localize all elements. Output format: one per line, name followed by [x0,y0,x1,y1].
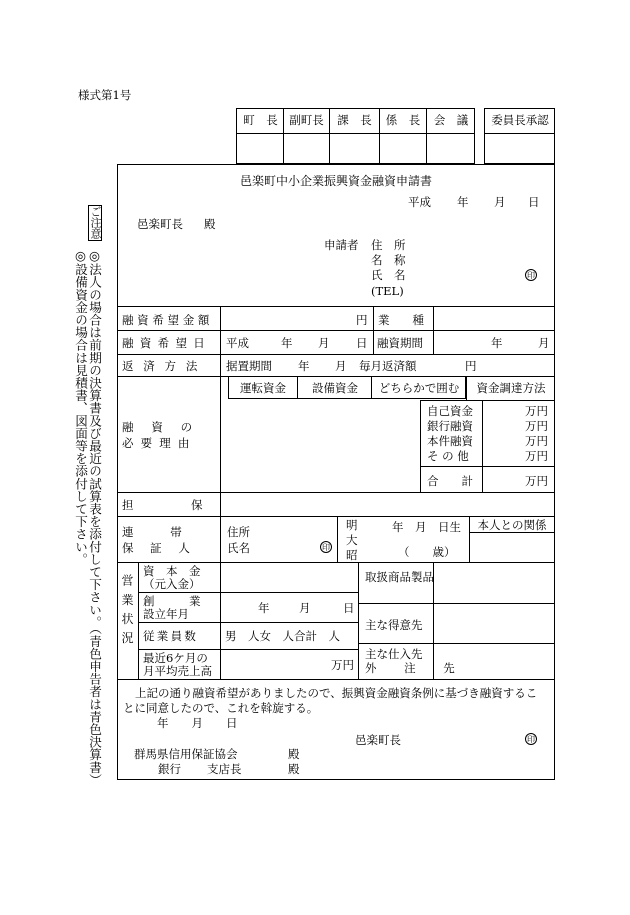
approval-deputy-header: 副町長 [289,113,324,127]
addressee-honorific: 殿 [204,217,216,231]
approval-section-chief-header: 課 長 [337,113,372,127]
header-date-year: 年 [457,195,469,209]
notes-tag: ご注意 [89,206,102,239]
source-this-loan: 本件融資 [427,434,473,448]
source-other: そ の 他 [427,449,469,463]
notes-line-1: ◎法人の場合は前期の決算書及び最近の試算表を添付して下さい。（青色申告者は青色決算書） [87,248,102,786]
branch-manager-label: 支店長 [207,762,242,776]
guarantor-age: （ 歳） [398,545,456,559]
amount-field[interactable] [221,307,351,329]
applicant-address-label: 住 所 [371,238,406,252]
collateral-field[interactable] [221,493,554,515]
notes-line-2: ◎設備資金の場合は見積書、図面等を添付して下さい。 [73,248,88,566]
repayment-deferral-year: 年 [298,359,310,373]
source-bank-loan-unit: 万円 [525,419,548,433]
era-showa: 昭 [346,548,358,562]
loan-period-label: 融資期間 [377,336,423,350]
collateral-label: 担 保 [122,498,214,512]
industry-label: 業 種 [378,313,424,327]
capital-sub-label: （元入金） [143,577,201,591]
products-label: 取扱商品製品 [365,570,434,584]
sourcing-total-label: 合 計 [427,474,473,488]
approval-subsection-chief-header: 係 長 [385,113,421,127]
guarantor-relation-label: 本人との関係 [477,518,547,532]
funds-reason-label-top: 融資の [122,420,210,434]
sales-unit: 万円 [331,658,354,672]
desired-date-year: 年 [281,336,293,350]
amount-label: 融資希望金額 [122,313,214,327]
page-title: 邑楽町中小企業振興資金融資申請書 [239,174,432,188]
guarantee-association: 群馬県信用保証協会 [134,747,238,761]
form-number: 様式第1号 [78,88,132,102]
desired-date-month: 月 [318,336,330,350]
recommendation-text-2: とに同意したので、これを斡旋する。 [123,701,319,715]
sourcing-total-unit: 万円 [525,474,548,488]
industry-field[interactable] [434,307,554,329]
header-date-month: 月 [494,195,506,209]
approval-meeting-header: 会 議 [433,113,469,127]
bank-honorific: 殿 [288,762,300,776]
mayor-seal-icon: 印 [527,735,535,744]
sales-label-top: 最近6ケ月の [143,651,208,665]
approval-committee-header: 委員長承認 [491,113,549,127]
guarantor-label-bottom: 保証人 [122,541,207,555]
guarantor-name-label: 氏名 [227,541,250,555]
customers-label: 主な得意先 [365,618,423,632]
guarantor-address-label: 住所 [227,525,250,539]
addressee-name: 邑楽町長 [137,217,183,231]
business-status-label: 営業状況 [120,574,134,651]
guarantee-association-honorific: 殿 [288,747,300,761]
option-working-capital[interactable]: 運転資金 [240,381,286,395]
option-equipment-capital[interactable]: 設備資金 [312,381,358,395]
capital-label: 資 本 金 [143,564,201,578]
suppliers-label-bottom: 外 注 先 [365,661,463,675]
source-this-loan-unit: 万円 [525,434,548,448]
loan-period-month: 月 [538,336,550,350]
founded-year: 年 [258,601,270,615]
amount-unit: 円 [356,313,368,327]
source-bank-loan: 銀行融資 [427,419,473,433]
applicant-company-label: 名 称 [371,253,406,267]
sales-label-bottom: 月平均売上高 [143,664,212,678]
funds-reason-label-bottom: 必要理由 [122,436,197,450]
source-own-funds: 自己資金 [427,404,473,418]
loan-period-year: 年 [491,336,503,350]
source-other-unit: 万円 [525,449,548,463]
applicant-tel-label: (TEL) [371,284,404,298]
header-date-day: 日 [528,195,540,209]
applicant-name-label: 氏 名 [371,268,406,282]
guarantor-birth: 年 月 日生 [392,520,461,534]
source-own-funds-unit: 万円 [525,404,548,418]
founded-label-top: 創 業 [143,594,201,608]
repayment-deferral-label: 据置期間 [226,359,272,373]
repayment-monthly-unit: 円 [465,359,477,373]
recommendation-text-1: 上記の通り融資希望がありましたので、振興資金融資条例に基づき融資するこ [135,686,538,700]
guarantor-label-top: 連帯 [122,525,219,539]
founded-month: 月 [299,601,311,615]
header-date-era: 平成 [408,195,431,209]
employees-label: 従業員数 [143,629,199,643]
desired-date-day: 日 [356,336,368,350]
fund-sourcing-title: 資金調達方法 [476,381,546,395]
repayment-deferral-month: 月 [335,359,347,373]
founded-label-bottom: 設立年月 [143,607,189,621]
applicant-label: 申請者 [324,238,359,252]
employees-value: 男 人女 人合計 人 [225,629,340,643]
era-taisho: 大 [346,533,358,547]
approval-mayor-header: 町 長 [243,113,278,127]
bank-label: 銀行 [158,762,181,776]
applicant-seal-icon: 印 [527,271,535,280]
era-meiji: 明 [346,518,358,532]
suppliers-label-top: 主な仕入先 [365,647,423,661]
option-circle-instruction: どちらかで囲む [378,381,460,395]
founded-day: 日 [343,601,355,615]
repayment-monthly-label: 毎月返済額 [359,359,417,373]
desired-date-label: 融資希望日 [122,336,212,350]
recommendation-date: 年 月 日 [157,716,238,730]
recommendation-mayor: 邑楽町長 [355,733,401,747]
desired-date-era: 平成 [226,336,249,350]
repayment-label: 返済方法 [122,359,208,373]
guarantor-seal-icon: 印 [322,543,330,552]
